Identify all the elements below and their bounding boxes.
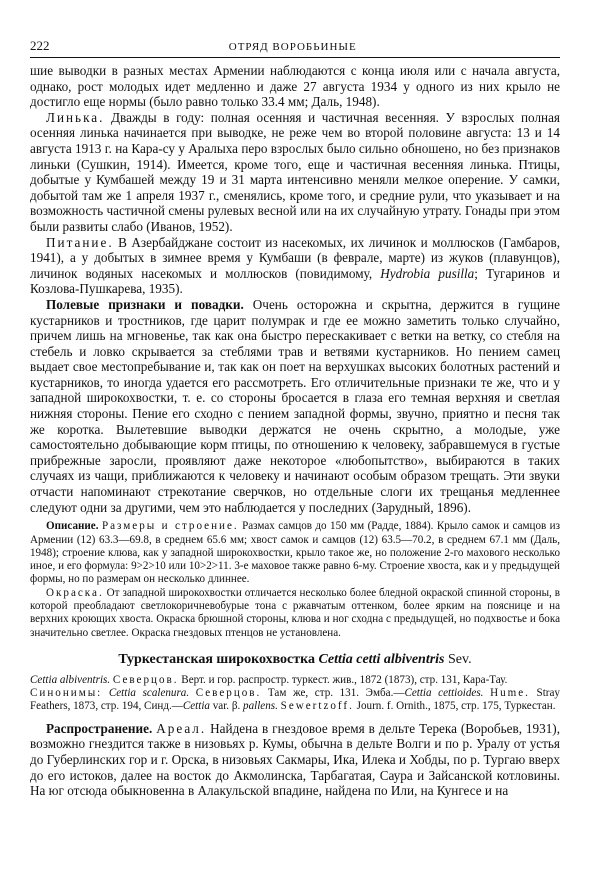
paragraph-field-marks [30, 297, 560, 515]
synonyms-label: Синонимы: [30, 687, 103, 700]
field-marks-text: Очень осторожна и скрытна, держится в гущине кустарников и тростников, где царит полумрак и где ее можно заметить только случайно, причем лишь на мгновенье, так как она быстро перескакивает с ветки на ветку, со стебля на стебель и ловко скрывается за стеблями трав и ветвями кустарников. Но пением самец выдает свое местопребывание и, так как он поет на верхушках высоких болотных растений и кустарников, то иногда удается его рассмотреть. Его отличительные признаки те же, что и у западной широкохвостки, т. е. со стороны бросается в глаза его темная верхняя и светлая нижняя стороны. Пение его сходно с пением западной формы, звучно, приятно и песня так же коротка. Вылетевшие выводки держатся не очень скрытно, а молодые, уже самостоятельно добывающие корм птицы, по отношению к человеку, забравшемуся в густые прибрежные заросли, проявляют даже некоторое «любопытство», выбираются в таких случаях из чащи, приближаются к человеку и начинают особым образом трещать. Эти звуки отчасти напоминают стрекотание сверчков, но отдельные слоги их трещанья медленнее следуют одни за другими, чем это наблюдается у последних (Зарудный, 1896). [30, 296, 560, 515]
subspecies-title [30, 652, 560, 668]
description-label: Описание. [46, 520, 99, 533]
molt-text: Дважды в году: полная осенняя и частичная весенняя. У взрослых полная осенняя линька начинается при выводке, не реже чем во второй половине августа: 13 и 14 августа 1913 г. на Кара-су у Аралыха перо взрослых было сильно обношено, но без признаков линьки (Сушкин, 1914). Имеется, кроме того, еще и частичная весенняя линька. Птицы, добытые у Кумбашей между 19 и 31 марта интенсивно меняли мелкое оперение. У самки, добытой там же 1 апреля 1937 г., сменялись, кроме того, и средние рули, что указывает и на возможность частичной смены рулевых весной или на их случайную утрату. Гонады при этом были развиты слабо (Иванов, 1952). [30, 109, 560, 234]
paragraph-molt [30, 110, 560, 235]
synonym-text-3a: Stray Feathers, 1873, стр. 194, Синд.— [30, 687, 560, 713]
synonym-latin-3: Cettia [182, 700, 210, 713]
synonym-author-4: Sewertzoff. [280, 700, 354, 713]
page [30, 38, 560, 799]
synonym-latin-1: Cettia albiventris. [30, 673, 111, 686]
section-label-distribution: Распространение. [46, 720, 153, 736]
paragraph-feeding [30, 235, 560, 297]
distribution-text: Найдена в гнездовое время в дельте Терека (Воробьев, 1931), возможно гнездится также в низовьях р. Кумы, обычна в дельте Волги и по р. Уралу от устья до Губерлинских гор и г. Орска, в низовьях Сакмары, Ика, Илека и Хобды, по р. Тургаю вверх до его истоков, далее на восток до Акмолинска, Тарбагатая, Саура и Зайсанской котловины. На юг отсюда обыкновенна в Алакульской впадине, найдена по Или, на Кунгесе и на [30, 720, 561, 799]
synonymy-line-2 [30, 687, 560, 714]
synonym-text-1: Верт. и гор. распростр. туркест. жив., 1872 (1873), стр. 131, Кара-Тау. [178, 673, 508, 686]
section-label-molt: Линька. [46, 109, 105, 125]
paragraph-continued-text: шие выводки в разных местах Армении наблюдаются с конца июля или с начала августа, однако, рост молодых идет медленно и даже 27 августа 1934 у одного из них крыло не достигло еще нормы (было равно только 33.4 мм; Даль, 1948). [30, 63, 560, 110]
coloration-label: Окраска. [46, 586, 104, 599]
subspecies-title-latin: Cettia cetti albiventris [318, 651, 445, 667]
description-sub-label: Размеры и строение. [101, 520, 239, 533]
synonymy-line-1 [30, 674, 560, 687]
synonym-latin-2b: Cettia cettioides. [404, 687, 484, 700]
distribution-sub-label: Ареал. [156, 720, 207, 736]
coloration-paragraph [30, 587, 560, 640]
synonym-author-3: Hume. [490, 687, 530, 700]
synonym-text-2: Там же, стр. 131. Эмба.— [261, 687, 405, 700]
coloration-text: От западной широкохвостки отличается несколько более бледной окраской спинной стороны, в которой преобладают светлокоричневобурые тона с ржавчатым оттенком, более ярким на пояснице и на верхних кроющих хвоста. Окраска брюшной стороны, клюва и ног сходна с предыдущей, но подхвостье и бока значительно светлее. Окраска гнездовых птенцов не установлена. [30, 586, 560, 639]
section-label-field-marks: Полевые признаки и повадки. [46, 296, 244, 312]
page-number: 222 [30, 38, 50, 53]
page-header [30, 38, 560, 58]
synonym-author-1: Северцов. [112, 673, 179, 686]
paragraph-continued [30, 63, 560, 110]
synonym-author-2: Северцов. [195, 687, 262, 700]
section-label-feeding: Питание. [46, 234, 114, 250]
subspecies-title-author: Sev. [444, 651, 472, 667]
description-paragraph [30, 520, 560, 586]
synonym-latin-2: Cettia scalenura. [108, 687, 190, 700]
synonym-latin-3b: pallens. [243, 700, 278, 713]
synonym-text-3b: var. β. [209, 700, 244, 713]
description-text: Размах самцов до 150 мм (Радде, 1884). Крыло самок и самцов из Армении (12) 63.3—69.8, в среднем 65.6 мм; хвост самок и самцов (12) 63.5—70.2, в среднем 67.1 мм (Даль, 1948); строение клюва, как у западной широкохвостки, крыло такое же, но положение 2-го махового несколько иное, и его формула: 9>2>10 или 10>2>11. 3-е маховое также равно 6-му. Строение хвоста, как и у предыдущей формы, но по размерам он несколько длиннее. [30, 520, 560, 586]
subspecies-title-ru: Туркестанская широкохвостка [118, 651, 319, 667]
paragraph-distribution [30, 721, 560, 799]
feeding-species-name: Hydrobia pusilla [380, 265, 475, 281]
running-title: ОТРЯД ВОРОБЬИНЫЕ [228, 41, 357, 53]
feeding-text-b: ; Тугаринов и Козлова-Пушкарева, 1935). [30, 265, 560, 297]
synonym-text-4: Journ. f. Ornith., 1875, стр. 175, Туркестан. [353, 700, 556, 713]
feeding-text-a: В Азербайджане состоит из насекомых, их личинок и моллюсков (Гамбаров, 1941), а у добытых в зимнее время у Кумбаши (в феврале, марте) из жуков (плавунцов), личинок водяных насекомых и моллюсков (повидимому, [30, 234, 560, 281]
